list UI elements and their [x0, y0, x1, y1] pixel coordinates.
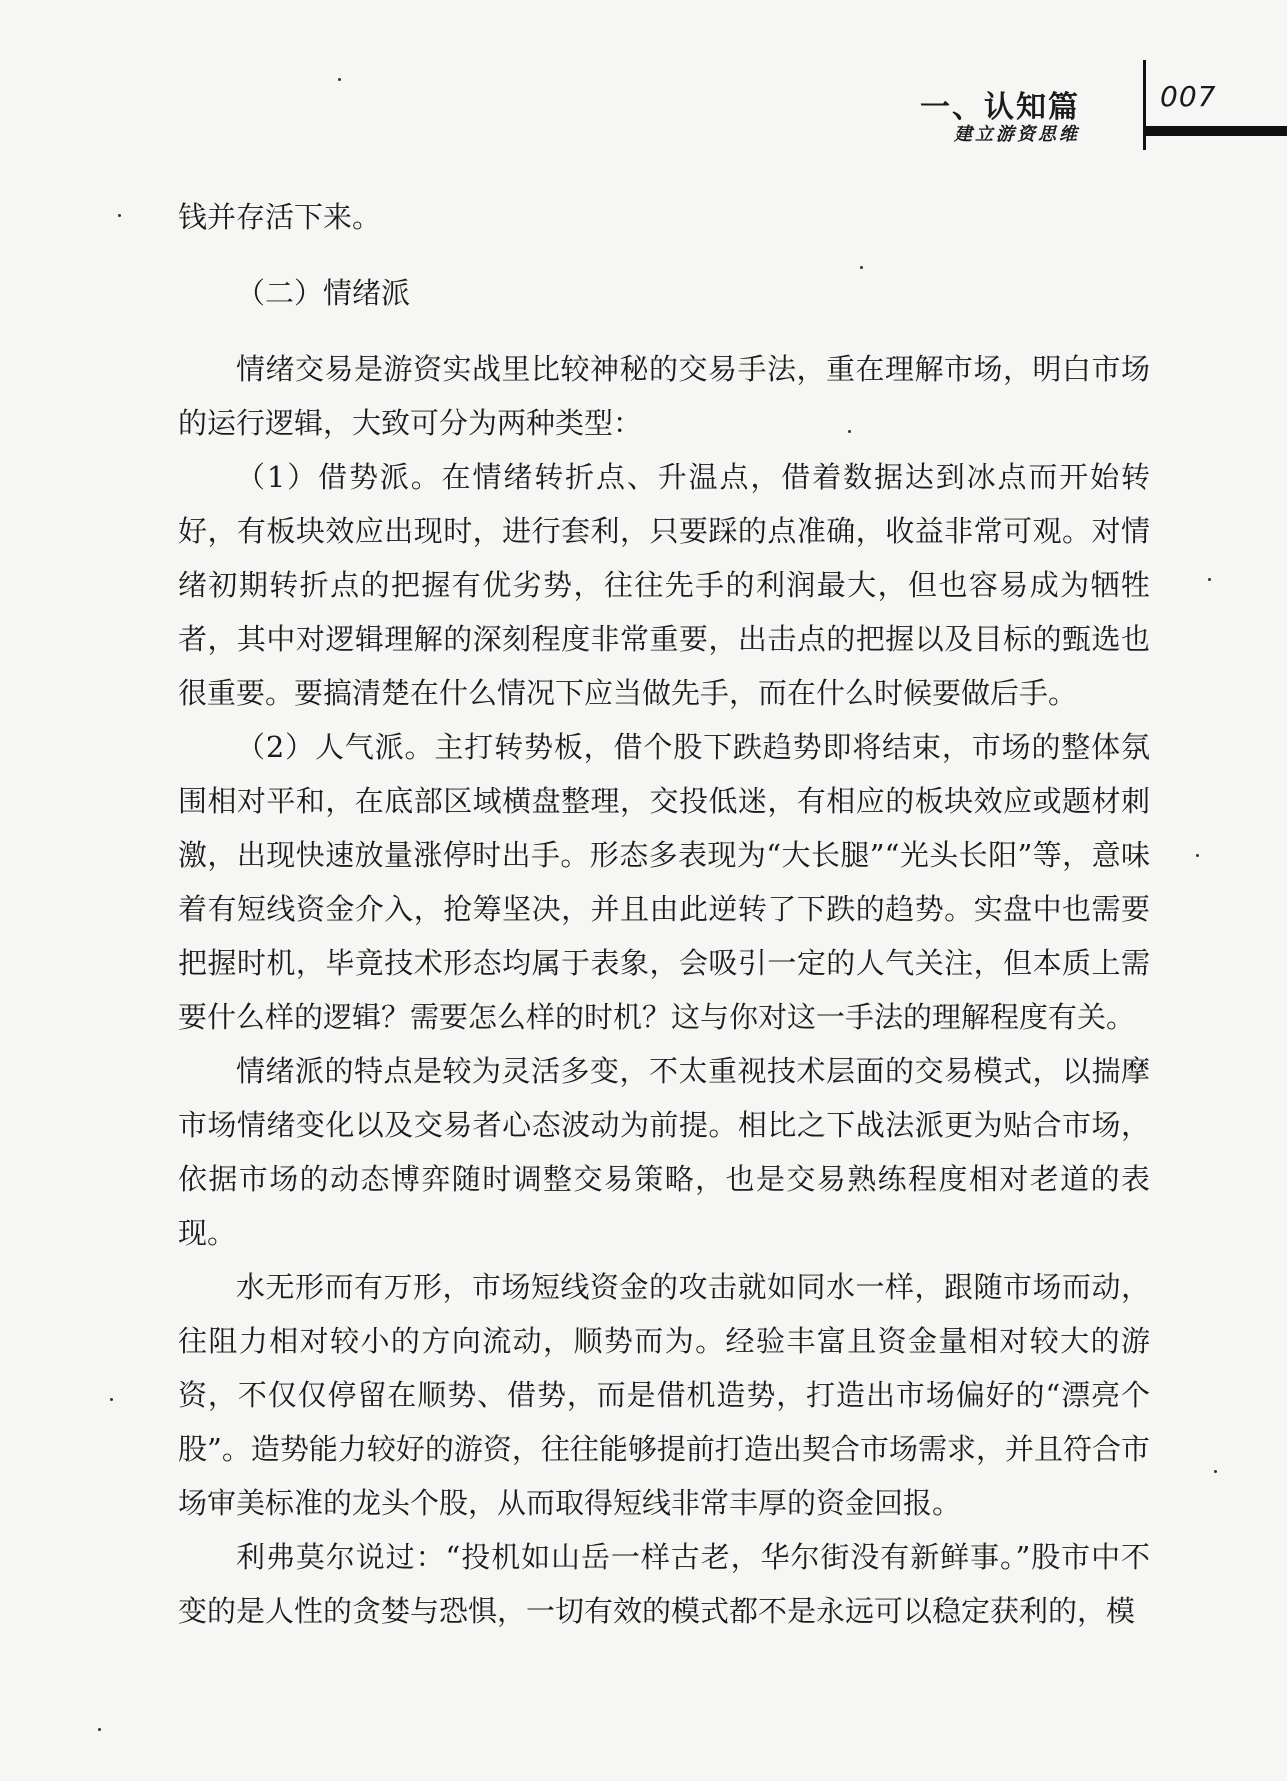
scan-speck: [338, 78, 341, 81]
paragraph: 情绪派的特点是较为灵活多变，不太重视技术层面的交易模式，以揣摩市场情绪变化以及交易者心态波动为前提。相比之下战法派更为贴合市场，依据市场的动态博弈随时调整交易策略，也是交易熟练程度相对老道的表现。: [178, 1054, 1150, 1250]
chapter-subtitle: 建立游资思维: [954, 124, 1080, 145]
continuation-line: 钱并存活下来。: [178, 200, 382, 234]
scan-speck: [1196, 854, 1199, 857]
scan-speck: [848, 430, 851, 433]
scan-speck: [1208, 578, 1211, 581]
page-number: 007: [1160, 80, 1217, 113]
body-text: [178, 190, 1150, 1638]
chapter-title: 一、认知篇: [920, 90, 1080, 125]
section-heading: （二）情绪派: [236, 276, 411, 310]
header-vertical-rule: [1143, 60, 1146, 150]
scan-speck: [118, 214, 121, 217]
paragraph: 情绪交易是游资实战里比较神秘的交易手法，重在理解市场，明白市场的运行逻辑，大致可分为两种类型：: [178, 352, 1150, 440]
scan-speck: [98, 1728, 101, 1731]
header-horizontal-rule: [1143, 126, 1287, 136]
scan-speck: [1214, 1470, 1217, 1473]
paragraph: 水无形而有万形，市场短线资金的攻击就如同水一样，跟随市场而动，往阻力相对较小的方向流动，顺势而为。经验丰富且资金量相对较大的游资，不仅仅停留在顺势、借势，而是借机造势，打造出市场偏好的“漂亮个股”。造势能力较好的游资，往往能够提前打造出契合市场需求，并且符合市场审美标准的龙头个股，从而取得短线非常丰厚的资金回报。: [178, 1270, 1150, 1520]
paragraph: 利弗莫尔说过：“投机如山岳一样古老，华尔街没有新鲜事。”股市中不变的是人性的贪婪与恐惧，一切有效的模式都不是永远可以稳定获利的，模: [178, 1540, 1150, 1628]
scan-speck: [110, 1398, 113, 1401]
paragraph: （2）人气派。主打转势板，借个股下跌趋势即将结束，市场的整体氛围相对平和，在底部区域横盘整理，交投低迷，有相应的板块效应或题材刺激，出现快速放量涨停时出手。形态多表现为“大长腿”“光头长阳”等，意味着有短线资金介入，抢筹坚决，并且由此逆转了下跌的趋势。实盘中也需要把握时机，毕竟技术形态均属于表象，会吸引一定的人气关注，但本质上需要什么样的逻辑？需要怎么样的时机？这与你对这一手法的理解程度有关。: [178, 730, 1150, 1034]
paragraph: （1）借势派。在情绪转折点、升温点，借着数据达到冰点而开始转好，有板块效应出现时，进行套利，只要踩的点准确，收益非常可观。对情绪初期转折点的把握有优劣势，往往先手的利润最大，但也容易成为牺牲者，其中对逻辑理解的深刻程度非常重要，出击点的把握以及目标的甄选也很重要。要搞清楚在什么情况下应当做先手，而在什么时候要做后手。: [178, 460, 1150, 710]
scan-speck: [860, 266, 863, 269]
